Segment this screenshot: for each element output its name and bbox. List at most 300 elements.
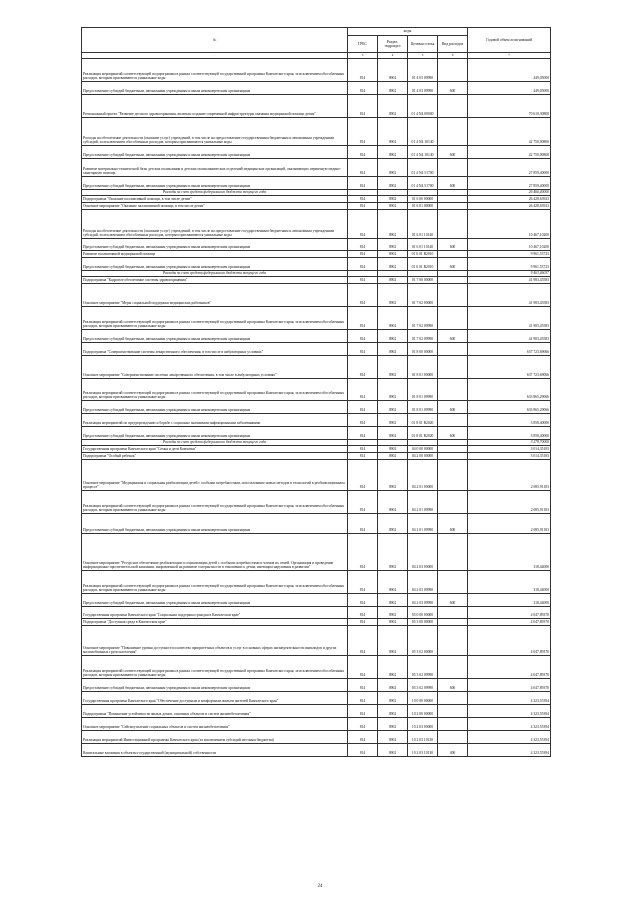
row-cst: 04 0 00 00000	[408, 446, 438, 453]
row-sum: 637 723,69066	[468, 356, 551, 379]
row-cst: 01 6 00 00000	[408, 196, 438, 203]
row-sum: 26 428,63923	[468, 203, 551, 210]
row-razdel: 0902	[378, 284, 408, 307]
table-row	[82, 514, 551, 534]
row-razdel: 0902	[378, 718, 408, 731]
row-razdel: 0902	[378, 330, 408, 343]
row-razdel: 0902	[378, 258, 408, 271]
row-grbs: 814	[348, 146, 378, 159]
row-vid	[438, 460, 468, 491]
row-cst: 01 8 00 00000	[408, 343, 438, 356]
row-vid: 600	[438, 258, 468, 271]
row-grbs: 814	[348, 307, 378, 330]
row-grbs: 814	[348, 626, 378, 656]
row-sum: 2 695,91183	[468, 491, 551, 514]
row-cst: 04 2 01 00000	[408, 460, 438, 491]
row-grbs: 814	[348, 356, 378, 379]
row-razdel: 0902	[378, 82, 408, 95]
row-vid	[438, 356, 468, 379]
header-cst: Целевая статья	[408, 36, 438, 53]
row-vid: 600	[438, 82, 468, 95]
table-body	[82, 59, 551, 757]
table-row	[82, 705, 551, 718]
index-cell: 6	[438, 53, 468, 59]
row-sum: 26 466,40000	[468, 190, 551, 196]
row-cst: 01 7 02 09990	[408, 307, 438, 330]
row-name: Основное мероприятие "Повышение уровня доступности и качества приоритетных объектов и услуг в основных сферах жизнедеятельности инвалидов и других маломобильных групп населения"	[82, 626, 348, 656]
header-grbs: ГРБС	[348, 36, 378, 53]
table-row	[82, 177, 551, 190]
row-grbs: 814	[348, 258, 378, 271]
row-grbs: 814	[348, 656, 378, 679]
index-cell: .	[82, 53, 348, 59]
row-grbs: 814	[348, 619, 378, 626]
row-grbs: 814	[348, 414, 378, 427]
row-vid: 600	[438, 401, 468, 414]
table-row	[82, 258, 551, 271]
row-razdel: 0902	[378, 239, 408, 251]
table-row	[82, 330, 551, 343]
table-row	[82, 159, 551, 177]
header-codes: коды	[348, 28, 468, 36]
row-vid: 600	[438, 330, 468, 343]
row-sum: 70 610,30800	[468, 95, 551, 118]
table-row	[82, 571, 551, 594]
table-row	[82, 679, 551, 692]
row-cst: 04 2 03 00000	[408, 534, 438, 571]
row-name: Расходы за счет средств федерального бюджета текущего года	[82, 271, 348, 277]
row-vid: 600	[438, 679, 468, 692]
row-name: Реализация мероприятий соответствующей подпрограммы в рамках соответствующей государственной программы Камчатского края, за исключением обособленных расходов, которым присваиваются уникальные коды	[82, 379, 348, 401]
row-cst: 05 3 00 00000	[408, 619, 438, 626]
row-cst: 01 4 N4 51700	[408, 177, 438, 190]
table-row	[82, 210, 551, 239]
row-sum: 318,44000	[468, 571, 551, 594]
row-razdel: 0902	[378, 196, 408, 203]
table-row	[82, 534, 551, 571]
row-vid: 600	[438, 146, 468, 159]
row-name: Реализация мероприятий по предупреждению и борьбе с социально значимыми инфекционными заболеваниями	[82, 414, 348, 427]
row-razdel: 0902	[378, 491, 408, 514]
row-razdel: 0902	[378, 534, 408, 571]
row-sum: 4 047,89370	[468, 607, 551, 619]
row-grbs: 814	[348, 744, 378, 757]
row-name: Расходы на обеспечение деятельности (оказание услуг) учреждений, в том числе на предоставление государственным бюджетным и автономным учреждениям субсидий, за исключением обособленных расходов, которым присваиваются уникальные коды	[82, 118, 348, 146]
row-grbs: 814	[348, 239, 378, 251]
row-sum: 637 723,69066	[468, 343, 551, 356]
row-name: Основное мероприятие "Меры социальной поддержки медицинских работников"	[82, 284, 348, 307]
row-vid	[438, 692, 468, 705]
row-name: Основное мероприятие "Медицинская и социальная реабилитация детей с особыми потребностями, использование новых методов и технологий в реабилитационном процессе"	[82, 460, 348, 491]
row-sum: 27 859,40000	[468, 177, 551, 190]
header-no: №	[82, 28, 348, 53]
row-name: Предоставление субсидий бюджетным, автономным учреждениям и иным некоммерческим организациям	[82, 679, 348, 692]
row-sum: 318,44000	[468, 594, 551, 607]
row-cst: 04 2 03 09990	[408, 571, 438, 594]
index-cell: 4	[378, 53, 408, 59]
table-row	[82, 427, 551, 440]
row-razdel: 0902	[378, 146, 408, 159]
row-razdel: 0902	[378, 401, 408, 414]
row-razdel: 0902	[378, 626, 408, 656]
row-vid	[438, 626, 468, 656]
table-row	[82, 379, 551, 401]
row-sum: 4 047,89370	[468, 679, 551, 692]
row-grbs: 814	[348, 82, 378, 95]
row-sum: 41 983,45583	[468, 307, 551, 330]
row-name: Реализация мероприятий соответствующей подпрограммы в рамках соответствующей государственной программы Камчатского края, за исключением обособленных расходов, которым присваиваются уникальные коды	[82, 59, 348, 82]
row-razdel: 0902	[378, 379, 408, 401]
row-razdel: 0902	[378, 744, 408, 757]
row-razdel: 0902	[378, 453, 408, 460]
table-row	[82, 607, 551, 619]
row-cst: 01 8 01 R2020	[408, 414, 438, 427]
row-name: Капитальные вложения в объекты государственной (муниципальной) собственности	[82, 744, 348, 757]
row-razdel: 0902	[378, 619, 408, 626]
row-sum: 4 047,89370	[468, 656, 551, 679]
row-vid	[438, 210, 468, 239]
row-sum: 9 463,46037	[468, 271, 551, 277]
row-razdel: 0902	[378, 414, 408, 427]
row-sum: 26 428,63923	[468, 196, 551, 203]
row-vid: 600	[438, 594, 468, 607]
row-cst: 10 2 00 00000	[408, 705, 438, 718]
row-vid: 400	[438, 744, 468, 757]
row-grbs: 814	[348, 196, 378, 203]
row-cst: 01 7 02 00000	[408, 284, 438, 307]
table-row	[82, 284, 551, 307]
row-razdel: 0902	[378, 159, 408, 177]
row-vid	[438, 196, 468, 203]
row-name: Предоставление субсидий бюджетным, автономным учреждениям и иным некоммерческим организациям	[82, 177, 348, 190]
row-grbs: 814	[348, 59, 378, 82]
row-cst: 10 2 03 10130	[408, 731, 438, 744]
row-grbs: 814	[348, 251, 378, 258]
row-sum: 2 695,91183	[468, 460, 551, 491]
table-row	[82, 656, 551, 679]
row-vid	[438, 718, 468, 731]
row-razdel: 0902	[378, 277, 408, 284]
row-sum: 449,05000	[468, 59, 551, 82]
row-grbs: 814	[348, 718, 378, 731]
table-row	[82, 744, 551, 757]
row-sum: 3 279,70000	[468, 440, 551, 446]
row-cst: 01 6 01 00000	[408, 203, 438, 210]
row-sum: 41 983,45583	[468, 330, 551, 343]
row-cst: 01 6 01 R2010	[408, 258, 438, 271]
row-cst: 01 6 01 10140	[408, 239, 438, 251]
row-grbs: 814	[348, 705, 378, 718]
row-sum: 4 047,89370	[468, 626, 551, 656]
row-name: Предоставление субсидий бюджетным, автономным учреждениям и иным некоммерческим организациям	[82, 258, 348, 271]
row-cst: 05 0 00 00000	[408, 607, 438, 619]
row-name: Реализация мероприятий соответствующей подпрограммы в рамках соответствующей государственной программы Камчатского края, за исключением обособленных расходов, которым присваиваются уникальные коды	[82, 307, 348, 330]
row-grbs: 814	[348, 514, 378, 534]
row-name: Подпрограмма "Особый ребенок"	[82, 453, 348, 460]
row-name: Предоставление субсидий бюджетным, автономным учреждениям и иным некоммерческим организациям	[82, 427, 348, 440]
row-sum: 449,05000	[468, 82, 551, 95]
row-razdel: 0902	[378, 514, 408, 534]
row-vid	[438, 619, 468, 626]
row-sum: 4 323,55394	[468, 692, 551, 705]
table-row	[82, 692, 551, 705]
row-vid	[438, 446, 468, 453]
table-row	[82, 626, 551, 656]
row-sum: 3 014,35183	[468, 453, 551, 460]
row-razdel: 0902	[378, 95, 408, 118]
page-number: 24	[317, 884, 323, 889]
row-cst: 10 2 03 00000	[408, 718, 438, 731]
row-name: Основное мероприятие "Оказание паллиативной помощи, в том числе детям"	[82, 203, 348, 210]
row-cst: 01 4 N4 10140	[408, 118, 438, 146]
table-row	[82, 307, 551, 330]
row-vid	[438, 491, 468, 514]
row-name: Расходы за счет средств федерального бюджета текущего года	[82, 190, 348, 196]
row-sum: 633 865,29066	[468, 379, 551, 401]
row-sum: 4 047,89370	[468, 619, 551, 626]
row-sum: 3 858,40000	[468, 414, 551, 427]
row-razdel: 0902	[378, 594, 408, 607]
row-cst: 01 4 N4 51700	[408, 159, 438, 177]
row-name: Подпрограмма "Повышение устойчивости жилых домов, основных объектов и систем жизнеобеспечения"	[82, 705, 348, 718]
row-razdel: 0902	[378, 427, 408, 440]
table-row	[82, 203, 551, 210]
row-cst: 01 4 N4 10140	[408, 146, 438, 159]
row-grbs: 814	[348, 446, 378, 453]
row-name: Предоставление субсидий бюджетным, автономным учреждениям и иным некоммерческим организациям	[82, 82, 348, 95]
row-name: Основное мероприятие "Ресурсное обеспечение реабилитации и социализации детей с особыми потребностями и членов их семей. Организация и проведение информационно-просветительской кампании, направленной на развитие толерантности в отношении к детям, имеющим нарушения в развитии"	[82, 534, 348, 571]
header-razdel: Раздел, подраздел	[378, 36, 408, 53]
row-vid	[438, 731, 468, 744]
row-cst: 10 2 03 10130	[408, 744, 438, 757]
row-sum: 9 961,53723	[468, 251, 551, 258]
row-sum: 3 014,35183	[468, 446, 551, 453]
row-grbs: 814	[348, 379, 378, 401]
table-row	[82, 196, 551, 203]
row-vid: 600	[438, 427, 468, 440]
row-vid	[438, 534, 468, 571]
row-sum: 318,44000	[468, 534, 551, 571]
row-cst: 01 7 02 09990	[408, 330, 438, 343]
row-name: Подпрограмма "Кадровое обеспечение системы здравоохранения"	[82, 277, 348, 284]
row-vid	[438, 656, 468, 679]
row-razdel: 0902	[378, 307, 408, 330]
table-row	[82, 401, 551, 414]
row-cst: 05 3 02 09990	[408, 679, 438, 692]
row-razdel: 0902	[378, 731, 408, 744]
row-razdel: 0902	[378, 460, 408, 491]
row-cst: 01 8 01 R2020	[408, 427, 438, 440]
table-row	[82, 446, 551, 453]
row-name: Предоставление субсидий бюджетным, автономным учреждениям и иным некоммерческим организациям	[82, 594, 348, 607]
table-row	[82, 239, 551, 251]
index-cell: 5	[408, 53, 438, 59]
table-row	[82, 82, 551, 95]
row-name: Расходы за счет средств федерального бюджета текущего года	[82, 440, 348, 446]
row-grbs: 814	[348, 159, 378, 177]
row-razdel: 0902	[378, 656, 408, 679]
row-sum: 2 695,91183	[468, 514, 551, 534]
table-row	[82, 594, 551, 607]
row-razdel: 0902	[378, 692, 408, 705]
index-cell: 7	[468, 53, 551, 59]
row-vid	[438, 705, 468, 718]
row-sum: 4 323,55394	[468, 718, 551, 731]
row-name: Предоставление субсидий бюджетным, автономным учреждениям и иным некоммерческим организациям	[82, 239, 348, 251]
row-sum: 9 961,53723	[468, 258, 551, 271]
table-row	[82, 59, 551, 82]
row-name: Подпрограмма "Оказание паллиативной помощи, в том числе детям"	[82, 196, 348, 203]
row-name: Основное мероприятие "Совершенствование системы лекарственного обеспечения, в том числе в амбулаторных условиях"	[82, 356, 348, 379]
row-name: Предоставление субсидий бюджетным, автономным учреждениям и иным некоммерческим организациям	[82, 514, 348, 534]
row-sum: 10 467,10200	[468, 239, 551, 251]
row-name: Развитие паллиативной медицинской помощи	[82, 251, 348, 258]
row-cst: 10 0 00 00000	[408, 692, 438, 705]
row-razdel: 0902	[378, 59, 408, 82]
row-razdel: 0902	[378, 446, 408, 453]
row-cst: 01 6 01 R2010	[408, 251, 438, 258]
row-grbs: 814	[348, 343, 378, 356]
row-sum: 4 323,55394	[468, 744, 551, 757]
row-razdel: 0902	[378, 571, 408, 594]
row-razdel: 0902	[378, 251, 408, 258]
table-row	[82, 343, 551, 356]
row-name: Реализация мероприятий Инвестиционной программы Камчатского края (за исключением субсидий местным бюджетам)	[82, 731, 348, 744]
row-grbs: 814	[348, 427, 378, 440]
table-row	[82, 460, 551, 491]
row-name: Государственная программа Камчатского края "Семья и дети Камчатки"	[82, 446, 348, 453]
row-vid	[438, 343, 468, 356]
table-row	[82, 718, 551, 731]
row-sum: 41 983,45583	[468, 284, 551, 307]
row-grbs: 814	[348, 534, 378, 571]
row-grbs: 814	[348, 491, 378, 514]
row-vid: 600	[438, 514, 468, 534]
row-name: Предоставление субсидий бюджетным, автономным учреждениям и иным некоммерческим организациям	[82, 330, 348, 343]
row-grbs: 814	[348, 731, 378, 744]
row-cst: 05 3 02 09990	[408, 656, 438, 679]
table-row	[82, 414, 551, 427]
table-row	[82, 356, 551, 379]
table-row	[82, 491, 551, 514]
row-vid	[438, 284, 468, 307]
row-cst: 04 2 01 09990	[408, 491, 438, 514]
row-name: Основное мероприятие "Сейсмоусиление социальных объектов и систем жизнеобеспечения"	[82, 718, 348, 731]
table-row	[82, 731, 551, 744]
row-sum: 10 467,10200	[468, 210, 551, 239]
row-cst: 05 3 02 00000	[408, 626, 438, 656]
row-name: Развитие материально-технической базы детских поликлиник и детских поликлинических отделений медицинских организаций, оказывающих первичную медико-санитарную помощь	[82, 159, 348, 177]
row-vid	[438, 607, 468, 619]
row-vid	[438, 251, 468, 258]
row-name: Подпрограмма "Доступная среда в Камчатском крае"	[82, 619, 348, 626]
row-cst: 01 7 00 00000	[408, 277, 438, 284]
row-sum: 42 750,90800	[468, 146, 551, 159]
row-vid	[438, 453, 468, 460]
row-razdel: 0902	[378, 177, 408, 190]
row-grbs: 814	[348, 210, 378, 239]
row-grbs: 814	[348, 118, 378, 146]
table-row	[82, 95, 551, 118]
row-grbs: 814	[348, 460, 378, 491]
row-cst: 01 4 N4 00000	[408, 95, 438, 118]
row-name: Реализация мероприятий соответствующей подпрограммы в рамках соответствующей государственной программы Камчатского края, за исключением обособленных расходов, которым присваиваются уникальные коды	[82, 656, 348, 679]
row-razdel: 0902	[378, 210, 408, 239]
row-grbs: 814	[348, 203, 378, 210]
row-grbs: 814	[348, 277, 378, 284]
table-row	[82, 146, 551, 159]
row-name: Реализация мероприятий соответствующей подпрограммы в рамках соответствующей государственной программы Камчатского края, за исключением обособленных расходов, которым присваиваются уникальные коды	[82, 571, 348, 594]
row-name: Государственная программа Камчатского края "Социальная поддержка граждан в Камчатском крае"	[82, 607, 348, 619]
row-cst: 01 8 01 09990	[408, 401, 438, 414]
row-grbs: 814	[348, 95, 378, 118]
row-cst: 01 8 01 00000	[408, 356, 438, 379]
row-cst: 01 8 01 09990	[408, 379, 438, 401]
row-vid	[438, 379, 468, 401]
row-razdel: 0902	[378, 203, 408, 210]
row-name: Реализация мероприятий соответствующей подпрограммы в рамках соответствующей государственной программы Камчатского края, за исключением обособленных расходов, которым присваиваются уникальные коды	[82, 491, 348, 514]
row-razdel: 0902	[378, 705, 408, 718]
row-name: Государственная программа Камчатского края "Обеспечение доступным и комфортным жильем жителей Камчатского края"	[82, 692, 348, 705]
row-vid	[438, 414, 468, 427]
row-name: Предоставление субсидий бюджетным, автономным учреждениям и иным некоммерческим организациям	[82, 146, 348, 159]
row-cst: 04 2 03 09990	[408, 594, 438, 607]
row-grbs: 814	[348, 177, 378, 190]
row-grbs: 814	[348, 571, 378, 594]
row-vid	[438, 277, 468, 284]
row-razdel: 0902	[378, 356, 408, 379]
row-vid	[438, 159, 468, 177]
row-vid	[438, 307, 468, 330]
header-sum: Годовой объем ассигнований	[468, 28, 551, 53]
row-vid: 600	[438, 239, 468, 251]
row-vid: 600	[438, 177, 468, 190]
row-vid	[438, 571, 468, 594]
row-cst: 04 2 01 09990	[408, 514, 438, 534]
row-name: Предоставление субсидий бюджетным, автономным учреждениям и иным некоммерческим организациям	[82, 401, 348, 414]
row-sum: 4 323,55394	[468, 705, 551, 718]
row-vid	[438, 203, 468, 210]
budget-table	[81, 27, 551, 757]
table-row	[82, 251, 551, 258]
row-vid	[438, 59, 468, 82]
table-row	[82, 619, 551, 626]
row-sum: 27 859,40000	[468, 159, 551, 177]
row-cst: 01 4 03 09990	[408, 59, 438, 82]
row-cst: 01 6 01 10140	[408, 210, 438, 239]
row-sum: 633 865,29066	[468, 401, 551, 414]
row-razdel: 0902	[378, 607, 408, 619]
row-name: Расходы на обеспечение деятельности (оказание услуг) учреждений, в том числе на предоставление государственным бюджетным и автономным учреждениям субсидий, за исключением обособленных расходов, которым присваиваются уникальные коды	[82, 210, 348, 239]
table-row	[82, 453, 551, 460]
header-vid: Вид расходов	[438, 36, 468, 53]
row-razdel: 0902	[378, 118, 408, 146]
row-sum: 3 858,40000	[468, 427, 551, 440]
row-razdel: 0902	[378, 343, 408, 356]
row-cst: 01 4 03 09990	[408, 82, 438, 95]
row-sum: 41 983,45583	[468, 277, 551, 284]
row-grbs: 814	[348, 679, 378, 692]
row-vid	[438, 118, 468, 146]
row-name: Региональный проект "Развитие детского здравоохранения, включая создание современной инфраструктуры оказания медицинской помощи детям"	[82, 95, 348, 118]
row-grbs: 814	[348, 692, 378, 705]
table-row	[82, 277, 551, 284]
row-razdel: 0902	[378, 679, 408, 692]
row-grbs: 814	[348, 607, 378, 619]
row-grbs: 814	[348, 453, 378, 460]
row-sum: 42 750,90800	[468, 118, 551, 146]
row-vid	[438, 95, 468, 118]
